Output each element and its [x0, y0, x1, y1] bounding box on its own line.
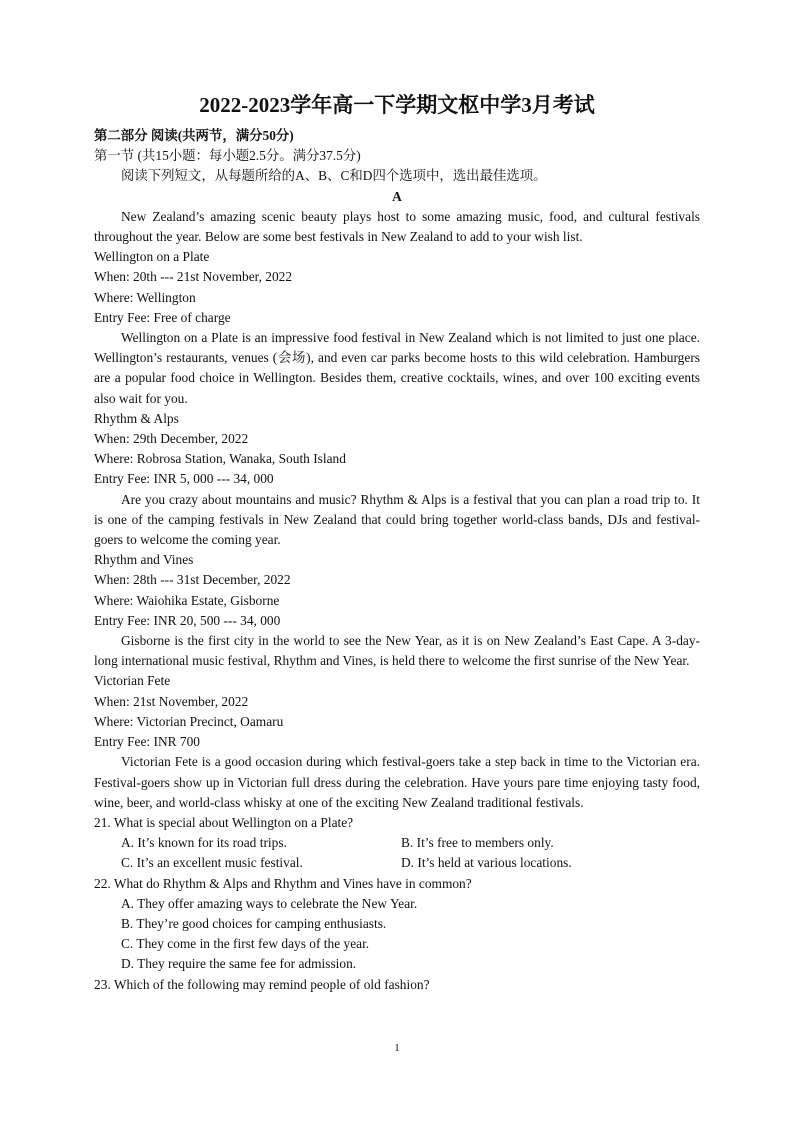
festival-where: Where: Victorian Precinct, Oamaru — [94, 713, 284, 729]
festival-when: When: 28th --- 31st December, 2022 — [94, 572, 291, 588]
festival-rhythm-vines — [94, 550, 700, 671]
question-21 — [94, 813, 700, 874]
option-row — [94, 833, 700, 853]
festival-description: Victorian Fete is a good occasion during which festival-goers take a step back in time to the Victorian era. Festival-goers show up in Victorian full dress during the celebration. Have yours pare time enjoying tasty food, wine, beer, and world-class whisky at one of the exciting New Zealand traditional festivals. — [94, 754, 700, 810]
instruction: 阅读下列短文，从每题所给的A、B、C和D四个选项中，选出最佳选项。 — [121, 168, 547, 184]
festival-description: Are you crazy about mountains and music? Rhythm & Alps is a festival that you can plan a road trip to. It is one of the camping festivals in New Zealand that could bring together world-class bands, DJs and festival-goers to welcome the coming year. — [94, 491, 700, 548]
festival-fee: Entry Fee: INR 700 — [94, 734, 200, 750]
page-number: 1 — [394, 1042, 400, 1054]
question-stem: 21. What is special about Wellington on a Plate? — [94, 814, 354, 830]
festival-where: Where: Waiohika Estate, Gisborne — [94, 592, 280, 608]
option-d: D. They require the same fee for admission. — [121, 956, 357, 972]
exam-page — [94, 92, 700, 995]
festival-fee: Entry Fee: INR 5, 000 --- 34, 000 — [94, 471, 274, 487]
exam-title: 2022-2023学年高一下学期文枢中学3月考试 — [199, 93, 595, 117]
question-22 — [94, 874, 700, 975]
festival-fee: Entry Fee: INR 20, 500 --- 34, 000 — [94, 612, 281, 628]
option-b: B. They’re good choices for camping enthusiasts. — [121, 915, 387, 931]
option-a: A. They offer amazing ways to celebrate the New Year. — [121, 895, 418, 911]
festival-name: Rhythm and Vines — [94, 552, 194, 568]
question-stem: 22. What do Rhythm & Alps and Rhythm and Vines have in common? — [94, 875, 472, 891]
passage-label: A — [392, 188, 402, 204]
option-b: B. It’s free to members only. — [401, 835, 554, 851]
festival-when: When: 20th --- 21st November, 2022 — [94, 269, 293, 285]
festival-fee: Entry Fee: Free of charge — [94, 309, 231, 325]
festival-rhythm-alps — [94, 409, 700, 550]
part-heading: 第二部分 阅读(共两节，满分50分) — [94, 128, 294, 143]
section-heading: 第一节 (共15小题：每小题2.5分。满分37.5分) — [94, 148, 361, 164]
festival-when: When: 29th December, 2022 — [94, 431, 249, 447]
festival-victorian-fete — [94, 671, 700, 812]
festival-description: Gisborne is the first city in the world to see the New Year, as it is on New Zealand’s East Cape. A 3-day-long international music festival, Rhythm and Vines, is held there to welcome the first sunrise of the New Year. — [94, 633, 700, 669]
question-23 — [94, 975, 700, 995]
question-stem: 23. Which of the following may remind people of old fashion? — [94, 976, 430, 992]
option-a: A. It’s known for its road trips. — [121, 835, 287, 851]
festival-when: When: 21st November, 2022 — [94, 693, 249, 709]
option-c: C. It’s an excellent music festival. — [121, 855, 303, 871]
festival-wellington — [94, 247, 700, 409]
option-row — [94, 853, 700, 873]
passage-intro: New Zealand’s amazing scenic beauty plays host to some amazing music, food, and cultural festivals throughout the year. Below are some best festivals in New Zealand to add to your wish list. — [94, 208, 700, 245]
festival-where: Where: Wellington — [94, 289, 196, 305]
festival-name: Victorian Fete — [94, 673, 171, 689]
festival-name: Rhythm & Alps — [94, 410, 179, 426]
festival-description: Wellington on a Plate is an impressive food festival in New Zealand which is not limited to just one place. Wellington’s restaurants, venues (会场), and even car parks become hosts to this wild celebration. Hamburgers are a popular food choice in Wellington. Besides them, creative cocktails, wines, and over 100 exciting events also wait for you. — [94, 330, 700, 406]
festival-name: Wellington on a Plate — [94, 249, 210, 265]
option-d: D. It’s held at various locations. — [401, 855, 572, 871]
festival-where: Where: Robrosa Station, Wanaka, South Island — [94, 451, 346, 467]
option-c: C. They come in the first few days of the year. — [121, 936, 370, 952]
